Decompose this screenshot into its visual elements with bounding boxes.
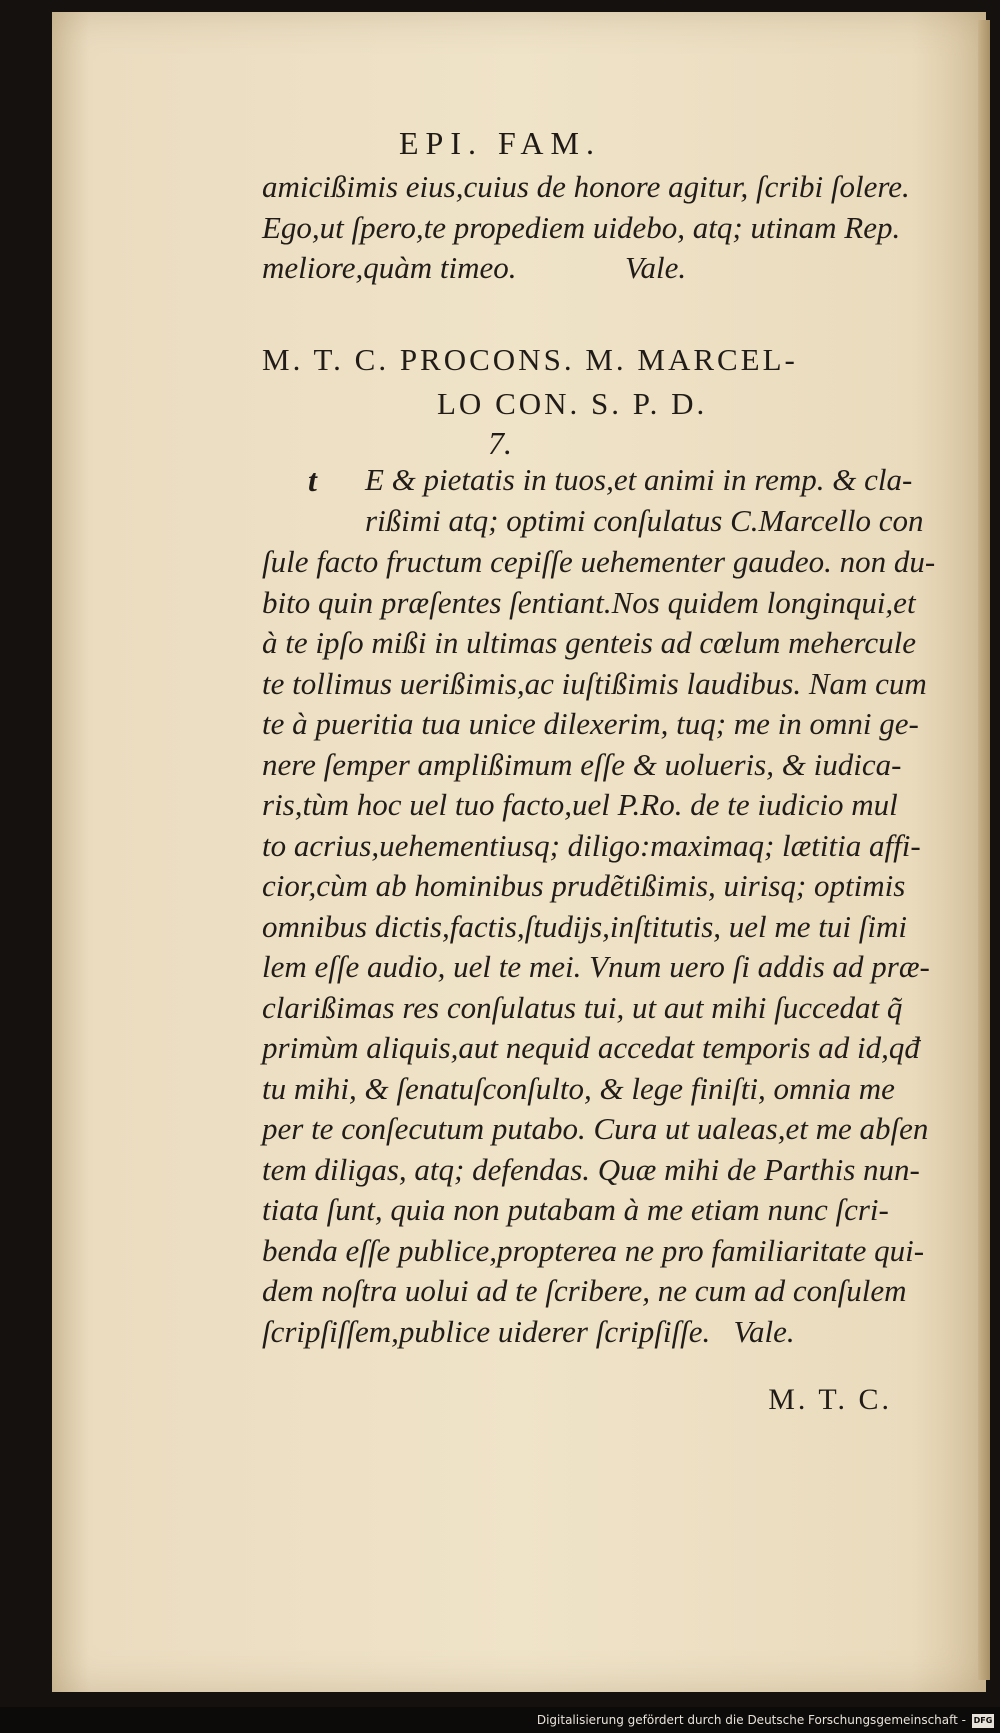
previous-letter-end xyxy=(262,167,952,289)
text-line: rißimi atq; optimi conſulatus C.Marcello con xyxy=(365,502,924,538)
footer-text: Digitalisierung gefördert durch die Deutsche Forschungsgemeinschaft - xyxy=(536,1713,966,1727)
text-line: benda eſſe publice,propterea ne pro familiaritate qui- xyxy=(262,1232,925,1268)
letter-heading-line: M. T. C. PROCONS. M. MARCEL- xyxy=(262,342,798,377)
digitization-footer xyxy=(0,1707,1000,1733)
running-head: EPI. FAM. xyxy=(399,125,601,161)
text-line: lem eſſe audio, uel te mei. Vnum uero ſi addis ad præ- xyxy=(262,949,930,984)
text-line: clarißimas res conſulatus tui, ut aut mihi ſuccedat q̃ xyxy=(262,989,903,1025)
text-line: to acrius,uehementiusq; diligo:maximaq; lætitia affi- xyxy=(262,827,921,863)
text-line: tem diligas, atq; defendas. Quæ mihi de Parthis nun- xyxy=(262,1151,920,1187)
text-line: dem noſtra uolui ad te ſcribere, ne cum ad conſulem xyxy=(262,1273,907,1308)
text-line: tiata ſunt, quia non putabam à me etiam nunc ſcri- xyxy=(262,1192,889,1227)
text-line: tu mihi, & ſenatuſconſulto, & lege finiſti, omnia me xyxy=(262,1070,895,1106)
text-line: amicißimis eius,cuius de honore agitur, ſcribi ſolere. xyxy=(262,169,910,204)
initial-letter: t xyxy=(308,462,317,498)
text-line: à te ipſo mißi in ultimas genteis ad cœlum mehercule xyxy=(262,625,917,660)
text-line: bito quin præſentes ſentiant.Nos quidem longinqui,et xyxy=(262,584,916,620)
letter-heading-line: LO CON. S. P. D. xyxy=(437,386,708,421)
letter-opening xyxy=(262,460,952,541)
signoff: M. T. C. xyxy=(768,1383,892,1416)
text-line: ris,tùm hoc uel tuo facto,uel P.Ro. de te iudicio mul xyxy=(262,787,898,822)
text-line: primùm aliquis,aut nequid accedat temporis ad id,qđ xyxy=(262,1030,920,1065)
text-line: per te conſecutum putabo. Cura ut ualeas,et me abſen xyxy=(262,1111,929,1146)
text-line: E & pietatis in tuos,et animi in remp. & cla- xyxy=(365,462,913,497)
text-line: te tollimus uerißimis,ac iuſtißimis laudibus. Nam cum xyxy=(262,665,927,701)
text-line: Ego,ut ſpero,te propediem uidebo, atq; utinam Rep. xyxy=(262,209,901,245)
text-line: ſule facto fructum cepiſſe uehementer gaudeo. non du- xyxy=(262,544,936,579)
dfg-logo: DFG xyxy=(972,1714,994,1728)
letter-heading xyxy=(262,338,952,426)
text-line: ſcripſiſſem,publice uiderer ſcripſiſſe. Vale. xyxy=(262,1313,795,1349)
text-line: cior,cùm ab hominibus prudẽtißimis, uirisq; optimis xyxy=(262,868,906,903)
page-edge xyxy=(978,20,990,1680)
text-line: te à pueritia tua unice dilexerim, tuq; me in omni ge- xyxy=(262,706,919,741)
text-line: omnibus dictis,factis,ſtudijs,inſtitutis, uel me tui ſimi xyxy=(262,908,907,944)
letter-number: 7. xyxy=(488,425,512,461)
text-line: meliore,quàm timeo. Vale. xyxy=(262,250,687,285)
text-line: nere ſemper amplißimum eſſe & uolueris, & iudica- xyxy=(262,746,902,782)
letter-body xyxy=(262,542,952,1352)
